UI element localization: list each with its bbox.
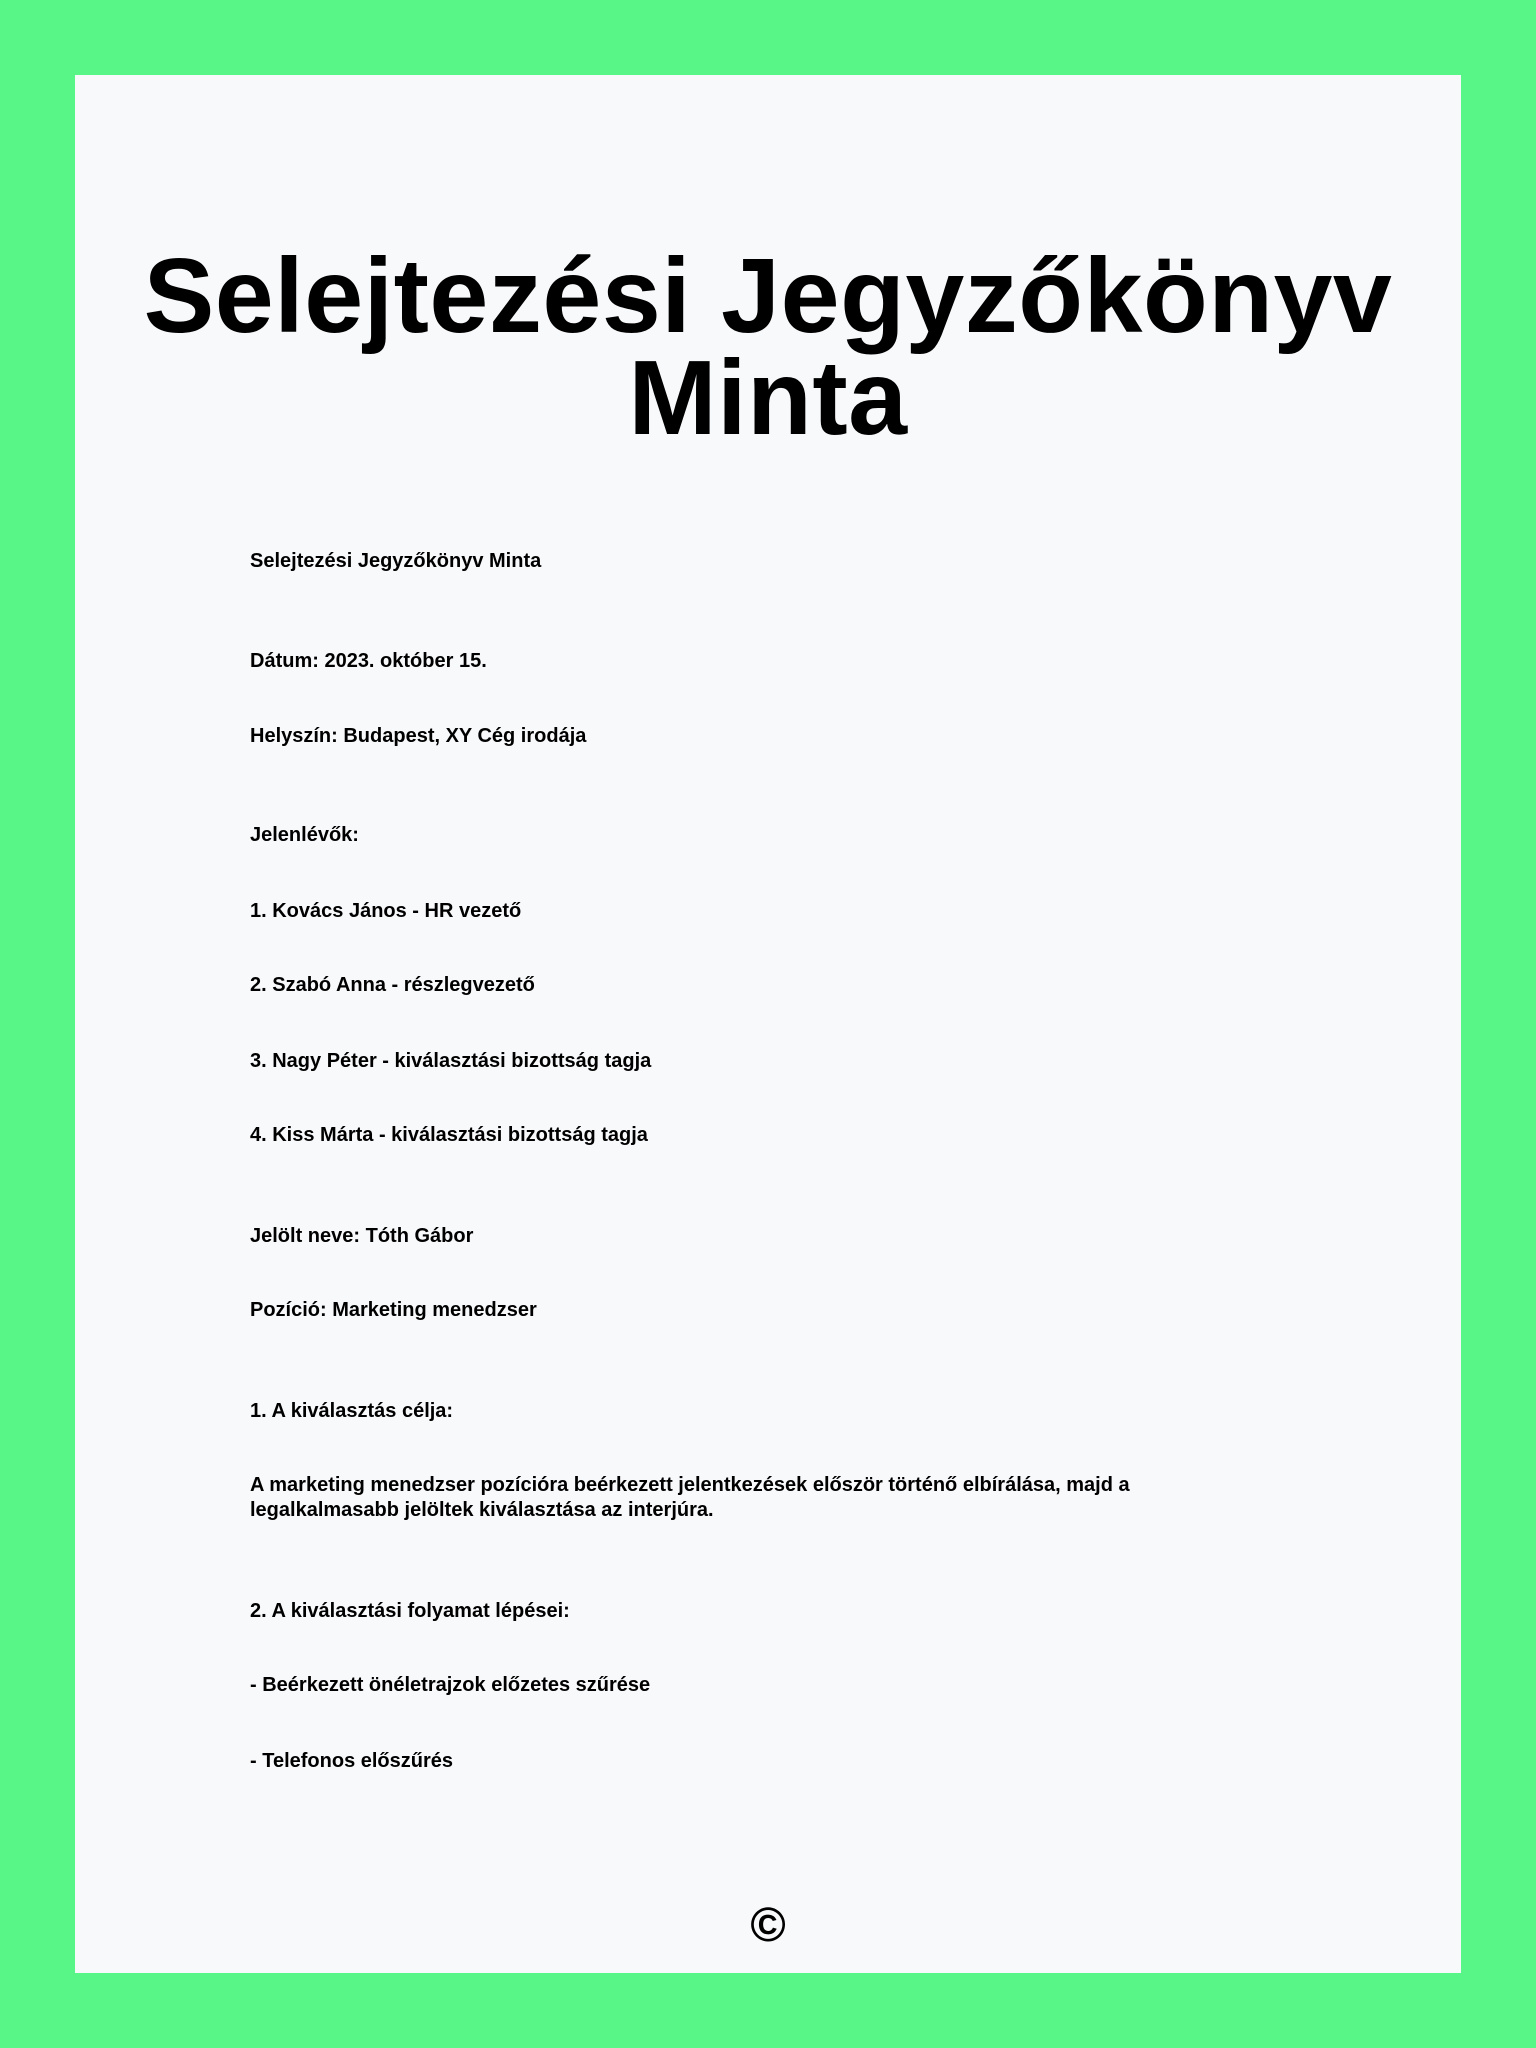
step-item: - Telefonos előszűrés: [250, 1750, 454, 1772]
location-line: Helyszín: Budapest, XY Cég irodája: [250, 725, 587, 747]
attendee-item: 2. Szabó Anna - részlegvezető: [250, 974, 535, 996]
attendee-item: 1. Kovács János - HR vezető: [250, 900, 522, 922]
document-title: Selejtezési Jegyzőkönyv Minta: [143, 237, 1393, 457]
date-line: Dátum: 2023. október 15.: [250, 650, 487, 672]
copyright-icon: ©: [750, 1899, 786, 1952]
attendee-item: 4. Kiss Márta - kiválasztási bizottság tagja: [250, 1124, 648, 1146]
attendee-item: 3. Nagy Péter - kiválasztási bizottság tagja: [250, 1050, 652, 1072]
section1-heading: 1. A kiválasztás célja:: [250, 1400, 454, 1422]
attendees-label: Jelenlévők:: [250, 824, 359, 846]
document-subtitle: Selejtezési Jegyzőkönyv Minta: [250, 550, 542, 572]
position-line: Pozíció: Marketing menedzser: [250, 1299, 537, 1321]
candidate-line: Jelölt neve: Tóth Gábor: [250, 1225, 474, 1247]
section1-text: A marketing menedzser pozícióra beérkezett jelentkezések először történő elbírálása, majd a legalkalmasabb jelöltek kiválasztása az interjúra.: [250, 1474, 1130, 1521]
step-item: - Beérkezett önéletrajzok előzetes szűrése: [250, 1674, 651, 1696]
section2-heading: 2. A kiválasztási folyamat lépései:: [250, 1600, 570, 1622]
